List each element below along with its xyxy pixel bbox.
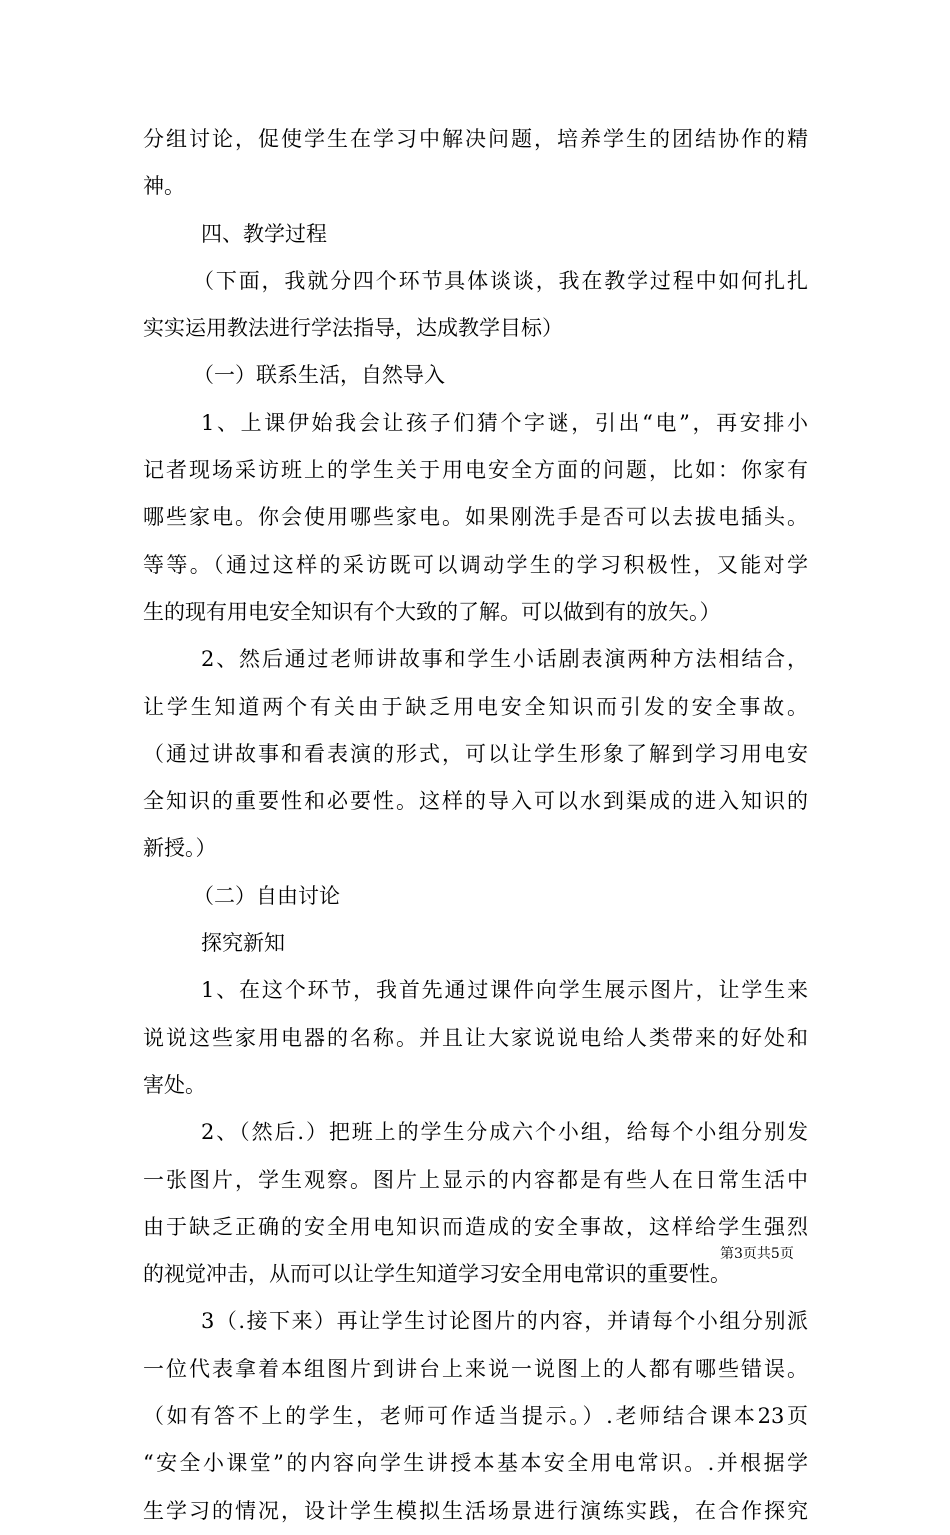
text-line: 说说这些家用电器的名称。并且让大家说说电给人类带来的好处和 <box>143 1025 808 1050</box>
text-line: 1、在这个环节，我首先通过课件向学生展示图片，让学生来 <box>201 978 808 1003</box>
text-line: 一位代表拿着本组图片到讲台上来说一说图上的人都有哪些错误。 <box>143 1356 808 1381</box>
text-line: 等等。（通过这样的采访既可以调动学生的学习积极性，又能对学 <box>143 552 808 577</box>
text-line: 生的现有用电安全知识有个大致的了解。可以做到有的放矢。） <box>143 599 721 624</box>
text-line: “安全小课堂”的内容向学生讲授本基本安全用电常识。.并根据学 <box>143 1451 808 1476</box>
section-heading: （二）自由讨论 <box>193 883 340 908</box>
text-line: 由于缺乏正确的安全用电知识而造成的安全事故，这样给学生强烈 <box>143 1214 808 1239</box>
text-line: 生学习的情况，设计学生模拟生活场景进行演练实践，在合作探究 <box>143 1498 808 1523</box>
text-line: 实实运用教法进行学法指导，达成教学目标） <box>143 316 563 341</box>
text-line: 哪些家电。你会使用哪些家电。如果刚洗手是否可以去拔电插头。 <box>143 505 808 530</box>
text-line: （通过讲故事和看表演的形式，可以让学生形象了解到学习用电安 <box>143 741 808 766</box>
text-line: （一）联系生活，自然导入 <box>193 363 445 388</box>
text-line: 全知识的重要性和必要性。这样的导入可以水到渠成的进入知识的 <box>143 789 808 814</box>
text-line: 四、教学过程 <box>201 221 327 246</box>
text-line: 新授。） <box>143 836 217 861</box>
text-line: 2、（然后.）把班上的学生分成六个小组，给每个小组分别发 <box>201 1120 808 1145</box>
page-number-footer: 第3页共5页 <box>720 1246 794 1262</box>
text-line: 神。 <box>143 174 185 199</box>
text-line: （下面，我就分四个环节具体谈谈，我在教学过程中如何扎扎 <box>193 268 808 293</box>
text-line: 2、然后通过老师讲故事和学生小话剧表演两种方法相结合， <box>201 647 808 672</box>
document-body <box>143 116 808 1535</box>
text-line: 分组讨论，促使学生在学习中解决问题，培养学生的团结协作的精 <box>143 127 808 151</box>
text-line: 记者现场采访班上的学生关于用电安全方面的问题，比如：你家有 <box>143 458 808 483</box>
text-line: （如有答不上的学生，老师可作适当提示。）.老师结合课本23页 <box>143 1404 808 1429</box>
text-line: 3（.接下来）再让学生讨论图片的内容，并请每个小组分别派 <box>201 1309 808 1334</box>
text-line: 害处。 <box>143 1072 206 1097</box>
text-line: 一张图片，学生观察。图片上显示的内容都是有些人在日常生活中 <box>143 1167 808 1192</box>
text-line: 让学生知道两个有关由于缺乏用电安全知识而引发的安全事故。 <box>143 694 808 719</box>
text-line: 的视觉冲击，从而可以让学生知道学习安全用电常识的重要性。 <box>143 1262 731 1287</box>
text-line: 1、上课伊始我会让孩子们猜个字谜，引出“电”，再安排小 <box>201 410 808 435</box>
text-line: 探究新知 <box>201 931 285 956</box>
